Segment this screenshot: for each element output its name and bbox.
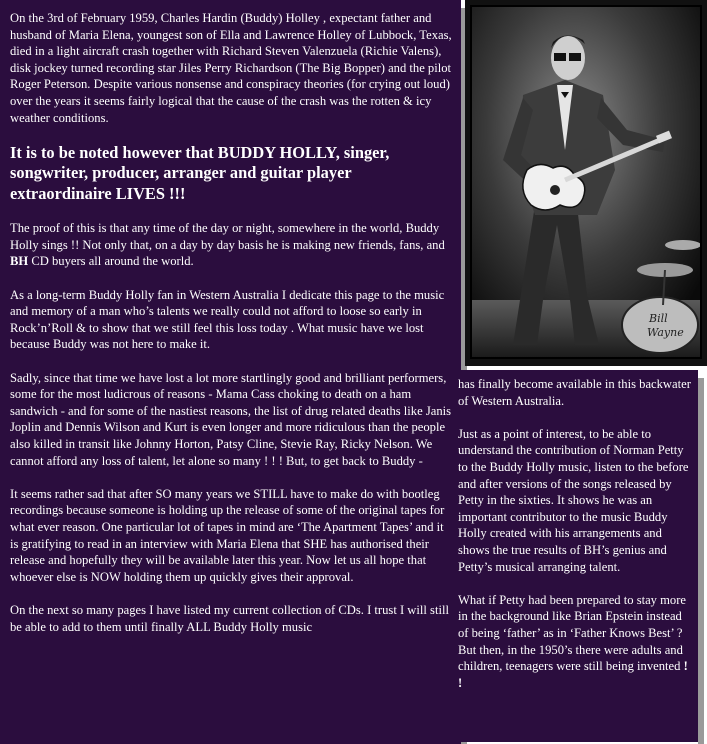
- photo-image: [465, 0, 707, 366]
- buddy-holly-photo: [465, 0, 707, 366]
- proof-bold-bh: BH: [10, 254, 29, 269]
- headline: It is to be noted however that BUDDY HOLLY, singer, songwriter, producer, arranger and guitar player extraordinaire LIVES !!!: [10, 142, 390, 203]
- dedication-paragraph: As a long-term Buddy Holly fan in Western Australia I dedicate this page to the music and memory of a man who’s talents we really could not afford to loose so early in Rock’n’Roll & to show that we still feel this loss today . What music have we lost because Buddy was not here to make it.: [10, 287, 445, 352]
- backwater-paragraph: has finally become available in this backwater of Western Australia.: [458, 377, 691, 408]
- intro-paragraph: On the 3rd of February 1959, Charles Hardin (Buddy) Holley , expectant father and husband of Maria Elena, youngest son of Ella and Lawrence Holley of Lubbock, Texas, died in a light aircraft crash together with Richard Steven Valenzuela (Richie Valens), disk jockey turned recording star Jiles Perry Richardson (The Big Bopper) and the pilot Roger Peterson. Despite various nonsense and conspiracy theories (for crying out loud) over the years it seems fairly logical that the cause of the crash was the rotten & icy weather conditions.: [10, 11, 452, 125]
- whatif-bold-exclaim: ! !: [458, 659, 688, 690]
- collection-paragraph: On the next so many pages I have listed my current collection of CDs. I trust I will still be able to add to them until finally ALL Buddy Holly music: [10, 602, 449, 634]
- tapes-paragraph: It seems rather sad that after SO many years we STILL have to make do with bootleg recordings because someone is holding up the release of some of the original tapes for what ever reason. One particular lot of tapes in mind are ‘The Apartment Tapes’ and it is gratifying to read in an interview with Maria Elena that SHE has authorised their release and hopefully they will be available later this year. Now let us all hope that whoever else is NOW holding them up quickly gives their approval.: [10, 486, 445, 584]
- right-panel-shadow: [698, 378, 704, 744]
- drum-text-1: Bill: [649, 312, 668, 325]
- whatif-paragraph: [458, 592, 694, 692]
- proof-text-2: CD buyers all around the world.: [28, 254, 194, 269]
- petty-paragraph: Just as a point of interest, to be able to understand the contribution of Norman Petty to the Buddy Holly music, listen to the before and after versions of the songs released by Petty in the sixties. It shows he was an important contributor to the music Buddy Holly created with his arrangements and shows the true results of BH’s genius and Petty’s musical arranging talent.: [458, 426, 689, 574]
- right-text-panel: [454, 370, 698, 742]
- proof-paragraph: [10, 220, 453, 270]
- loss-paragraph: Sadly, since that time we have lost a lot more startlingly good and brilliant performers, some for the most ludicrous of reasons - Mama Cass choking to death on a ham sandwich - and for some of the nastiest reasons, the list of drug related deaths like Janis Joplin and Dennis Wilson and Kurt is even longer and more ridiculous than the people also killed in transit like Johnny Horton, Patsy Cline, Stevie Ray, Ricky Nelson. We cannot afford any loss of talent, let alone so many ! ! ! But, to get back to Buddy -: [10, 370, 452, 468]
- left-text-body: [10, 10, 453, 652]
- whatif-text: What if Petty had been prepared to stay more in the background like Brian Epstein instead of being ‘father’ as in ‘Father Knows Best’ ? But then, in the 1950’s there were adults and children, teenagers were still being invented: [458, 592, 687, 674]
- drum-text-2: Wayne: [647, 326, 684, 339]
- right-text-body: [458, 376, 694, 708]
- proof-text-1: The proof of this is that any time of the day or night, somewhere in the world, Buddy Holly sings !! Not only that, on a day by day basis he is making new friends, fans, and: [10, 221, 445, 252]
